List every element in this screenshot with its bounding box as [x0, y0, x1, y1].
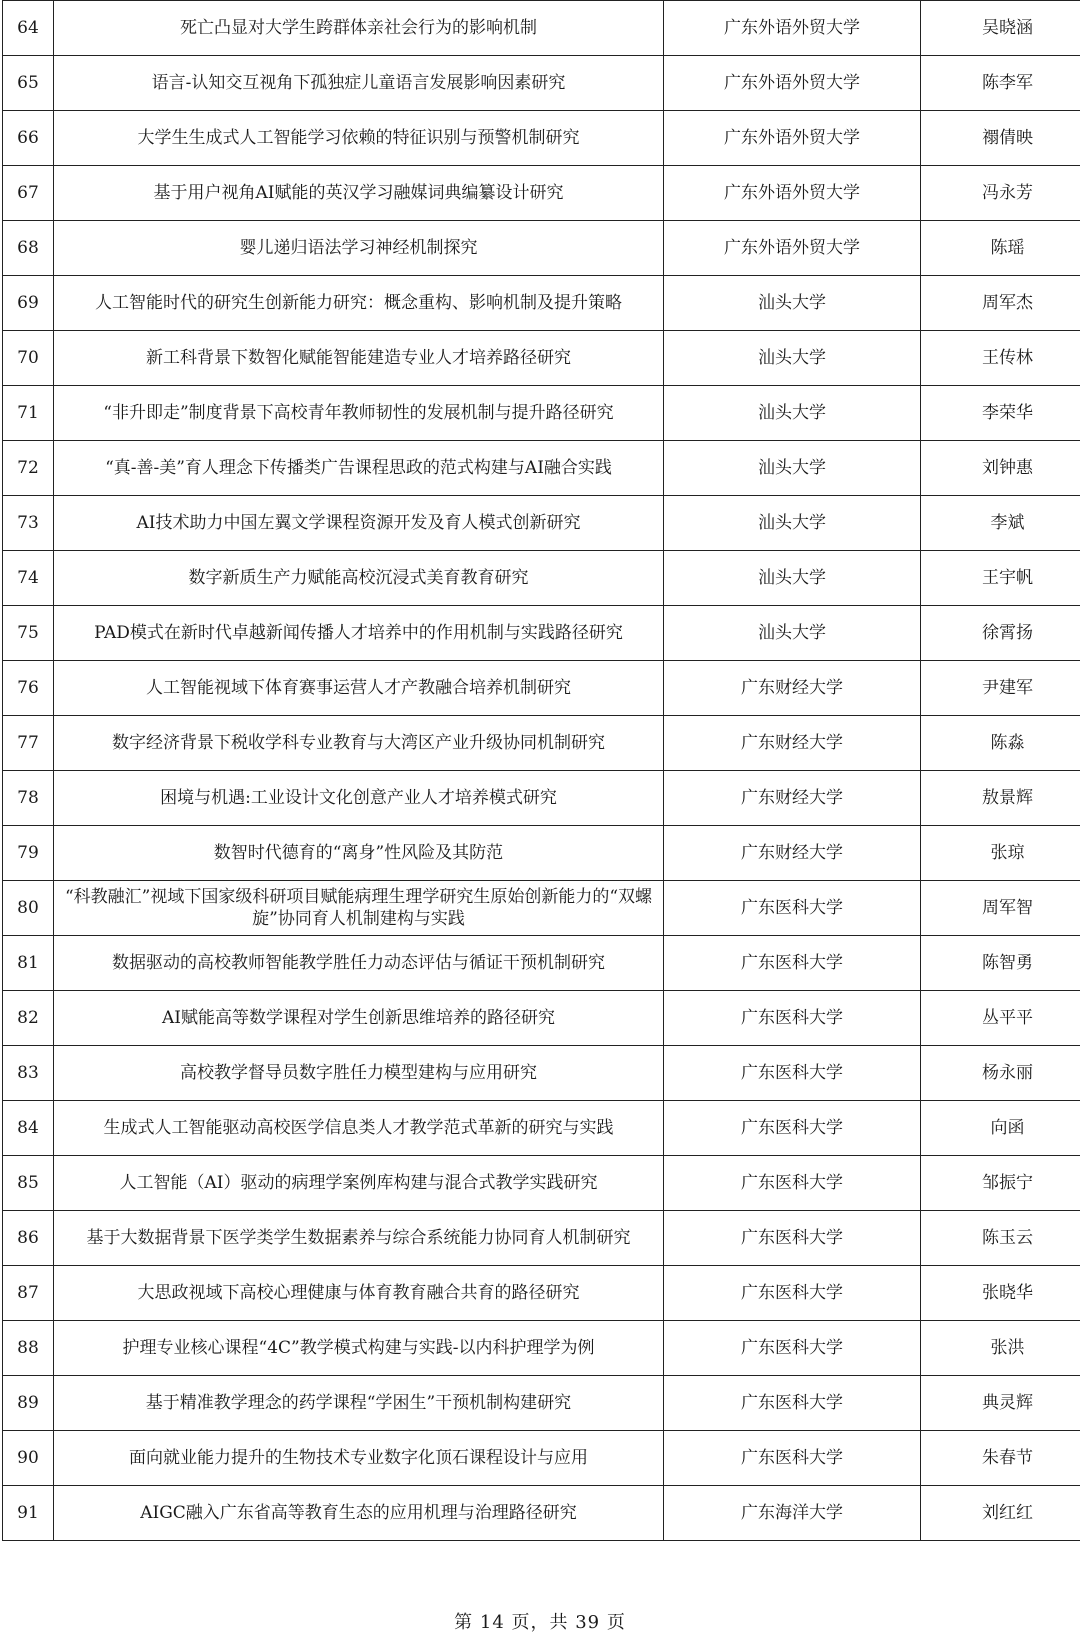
project-title: 基于用户视角AI赋能的英汉学习融媒词典编纂设计研究: [54, 166, 664, 221]
project-leader: 李荣华: [921, 386, 1080, 441]
school-name: 汕头大学: [664, 496, 921, 551]
project-leader: 刘红红: [921, 1486, 1080, 1541]
project-leader: 李斌: [921, 496, 1080, 551]
school-name: 广东医科大学: [664, 991, 921, 1046]
row-number: 80: [3, 881, 54, 936]
table-row: [3, 111, 1080, 166]
school-name: 汕头大学: [664, 551, 921, 606]
school-name: 汕头大学: [664, 441, 921, 496]
project-title: PAD模式在新时代卓越新闻传播人才培养中的作用机制与实践路径研究: [54, 606, 664, 661]
project-title: 人工智能（AI）驱动的病理学案例库构建与混合式教学实践研究: [54, 1156, 664, 1211]
school-name: 广东外语外贸大学: [664, 56, 921, 111]
project-title: 大学生生成式人工智能学习依赖的特征识别与预警机制研究: [54, 111, 664, 166]
table-row: [3, 1376, 1080, 1431]
project-leader: 杨永丽: [921, 1046, 1080, 1101]
project-title: “非升即走”制度背景下高校青年教师韧性的发展机制与提升路径研究: [54, 386, 664, 441]
project-title: 人工智能视域下体育赛事运营人才产教融合培养机制研究: [54, 661, 664, 716]
table-row: [3, 1101, 1080, 1156]
table-row: [3, 56, 1080, 111]
project-leader: 吴晓涵: [921, 1, 1080, 56]
school-name: 广东医科大学: [664, 1431, 921, 1486]
row-number: 85: [3, 1156, 54, 1211]
project-leader: 邹振宁: [921, 1156, 1080, 1211]
project-title: AI技术助力中国左翼文学课程资源开发及育人模式创新研究: [54, 496, 664, 551]
school-name: 广东医科大学: [664, 1211, 921, 1266]
table-row: [3, 331, 1080, 386]
row-number: 69: [3, 276, 54, 331]
project-title: 数据驱动的高校教师智能教学胜任力动态评估与循证干预机制研究: [54, 936, 664, 991]
school-name: 广东财经大学: [664, 716, 921, 771]
project-title: AI赋能高等数学课程对学生创新思维培养的路径研究: [54, 991, 664, 1046]
row-number: 66: [3, 111, 54, 166]
project-title: 新工科背景下数智化赋能智能建造专业人才培养路径研究: [54, 331, 664, 386]
row-number: 86: [3, 1211, 54, 1266]
project-title: 基于精准教学理念的药学课程“学困生”干预机制构建研究: [54, 1376, 664, 1431]
school-name: 广东医科大学: [664, 881, 921, 936]
project-title: 大思政视域下高校心理健康与体育教育融合共育的路径研究: [54, 1266, 664, 1321]
school-name: 广东外语外贸大学: [664, 1, 921, 56]
row-number: 71: [3, 386, 54, 441]
school-name: 广东财经大学: [664, 661, 921, 716]
school-name: 广东外语外贸大学: [664, 166, 921, 221]
table-row: [3, 1486, 1080, 1541]
table-row: [3, 1211, 1080, 1266]
row-number: 65: [3, 56, 54, 111]
project-leader: 张洪: [921, 1321, 1080, 1376]
table-row: [3, 1156, 1080, 1211]
project-title: 困境与机遇:工业设计文化创意产业人才培养模式研究: [54, 771, 664, 826]
table-row: [3, 826, 1080, 881]
table-row: [3, 166, 1080, 221]
school-name: 广东医科大学: [664, 936, 921, 991]
row-number: 79: [3, 826, 54, 881]
project-title: 婴儿递归语法学习神经机制探究: [54, 221, 664, 276]
project-leader: 敖景辉: [921, 771, 1080, 826]
project-title: 语言-认知交互视角下孤独症儿童语言发展影响因素研究: [54, 56, 664, 111]
project-leader: 王传林: [921, 331, 1080, 386]
row-number: 72: [3, 441, 54, 496]
row-number: 68: [3, 221, 54, 276]
table-body: [3, 1, 1080, 1541]
table-row: [3, 1431, 1080, 1486]
table-row: [3, 991, 1080, 1046]
row-number: 64: [3, 1, 54, 56]
project-leader: 丛平平: [921, 991, 1080, 1046]
project-leader: 陈李军: [921, 56, 1080, 111]
row-number: 90: [3, 1431, 54, 1486]
table-row: [3, 1, 1080, 56]
project-leader: 陈淼: [921, 716, 1080, 771]
project-leader: 朱春节: [921, 1431, 1080, 1486]
school-name: 广东财经大学: [664, 826, 921, 881]
row-number: 70: [3, 331, 54, 386]
school-name: 汕头大学: [664, 606, 921, 661]
table-row: [3, 606, 1080, 661]
table-row: [3, 1321, 1080, 1376]
table-row: [3, 881, 1080, 936]
project-title: “真-善-美”育人理念下传播类广告课程思政的范式构建与AI融合实践: [54, 441, 664, 496]
project-leader: 周军智: [921, 881, 1080, 936]
school-name: 汕头大学: [664, 386, 921, 441]
table-row: [3, 771, 1080, 826]
project-title: “科教融汇”视域下国家级科研项目赋能病理生理学研究生原始创新能力的“双螺旋”协同育人机制建构与实践: [54, 881, 664, 936]
project-title: AIGC融入广东省高等教育生态的应用机理与治理路径研究: [54, 1486, 664, 1541]
project-leader: 禤倩映: [921, 111, 1080, 166]
school-name: 广东医科大学: [664, 1046, 921, 1101]
project-leader: 冯永芳: [921, 166, 1080, 221]
school-name: 广东外语外贸大学: [664, 111, 921, 166]
project-title: 高校教学督导员数字胜任力模型建构与应用研究: [54, 1046, 664, 1101]
row-number: 77: [3, 716, 54, 771]
school-name: 广东外语外贸大学: [664, 221, 921, 276]
row-number: 76: [3, 661, 54, 716]
project-leader: 向函: [921, 1101, 1080, 1156]
project-title: 数字新质生产力赋能高校沉浸式美育教育研究: [54, 551, 664, 606]
school-name: 广东医科大学: [664, 1156, 921, 1211]
row-number: 84: [3, 1101, 54, 1156]
project-leader: 陈玉云: [921, 1211, 1080, 1266]
row-number: 73: [3, 496, 54, 551]
row-number: 89: [3, 1376, 54, 1431]
project-leader: 张晓华: [921, 1266, 1080, 1321]
project-title: 人工智能时代的研究生创新能力研究：概念重构、影响机制及提升策略: [54, 276, 664, 331]
school-name: 广东医科大学: [664, 1266, 921, 1321]
table-row: [3, 441, 1080, 496]
school-name: 汕头大学: [664, 276, 921, 331]
table-row: [3, 1266, 1080, 1321]
project-title: 护理专业核心课程“4C”教学模式构建与实践-以内科护理学为例: [54, 1321, 664, 1376]
project-title: 死亡凸显对大学生跨群体亲社会行为的影响机制: [54, 1, 664, 56]
table-row: [3, 276, 1080, 331]
table-row: [3, 661, 1080, 716]
project-title: 面向就业能力提升的生物技术专业数字化顶石课程设计与应用: [54, 1431, 664, 1486]
project-leader: 陈瑶: [921, 221, 1080, 276]
table-row: [3, 551, 1080, 606]
project-leader: 陈智勇: [921, 936, 1080, 991]
row-number: 87: [3, 1266, 54, 1321]
row-number: 91: [3, 1486, 54, 1541]
row-number: 78: [3, 771, 54, 826]
project-leader: 周军杰: [921, 276, 1080, 331]
project-title: 基于大数据背景下医学类学生数据素养与综合系统能力协同育人机制研究: [54, 1211, 664, 1266]
school-name: 广东财经大学: [664, 771, 921, 826]
project-leader: 徐霄扬: [921, 606, 1080, 661]
project-leader: 典灵辉: [921, 1376, 1080, 1431]
table-row: [3, 221, 1080, 276]
row-number: 81: [3, 936, 54, 991]
school-name: 广东医科大学: [664, 1376, 921, 1431]
row-number: 67: [3, 166, 54, 221]
project-title: 数智时代德育的“离身”性风险及其防范: [54, 826, 664, 881]
project-title: 生成式人工智能驱动高校医学信息类人才教学范式革新的研究与实践: [54, 1101, 664, 1156]
project-leader: 刘钟惠: [921, 441, 1080, 496]
school-name: 广东医科大学: [664, 1321, 921, 1376]
table-row: [3, 936, 1080, 991]
project-table: [2, 0, 1080, 1541]
row-number: 82: [3, 991, 54, 1046]
table-row: [3, 496, 1080, 551]
project-leader: 王宇帆: [921, 551, 1080, 606]
table-row: [3, 716, 1080, 771]
row-number: 75: [3, 606, 54, 661]
school-name: 广东海洋大学: [664, 1486, 921, 1541]
project-title: 数字经济背景下税收学科专业教育与大湾区产业升级协同机制研究: [54, 716, 664, 771]
table-row: [3, 386, 1080, 441]
table-row: [3, 1046, 1080, 1101]
school-name: 汕头大学: [664, 331, 921, 386]
row-number: 88: [3, 1321, 54, 1376]
school-name: 广东医科大学: [664, 1101, 921, 1156]
page-footer: 第 14 页，共 39 页: [454, 1612, 626, 1633]
row-number: 83: [3, 1046, 54, 1101]
row-number: 74: [3, 551, 54, 606]
project-leader: 张琼: [921, 826, 1080, 881]
project-leader: 尹建军: [921, 661, 1080, 716]
